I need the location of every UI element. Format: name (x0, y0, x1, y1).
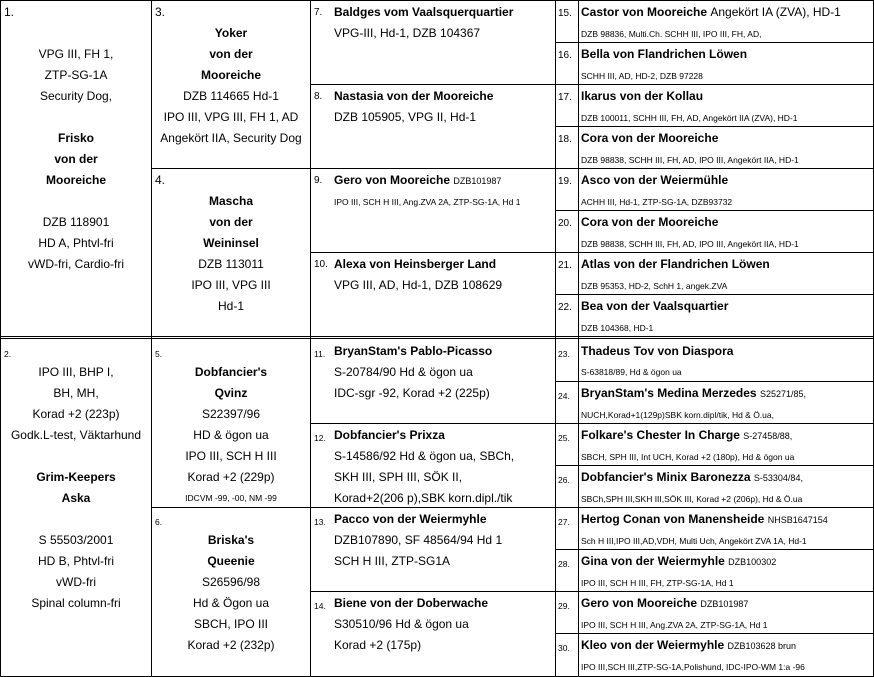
registration-number: S-53304/84, (753, 473, 803, 483)
grid-line (555, 126, 874, 127)
dog-detail: IDC-sgr -92, Korad +2 (225p) (334, 386, 490, 400)
entry-number: 11. (314, 349, 326, 359)
dog-name: Mooreiche (200, 68, 262, 82)
dog-name-text: Castor von Mooreiche (581, 5, 708, 19)
grid-line (310, 84, 555, 85)
entry-number: 5. (155, 349, 163, 359)
dog-name-text: Hertog Conan von Manensheide (581, 512, 765, 526)
dog-name (581, 470, 803, 485)
dog-detail: S-63818/89, Hd & ögon ua (581, 367, 682, 377)
title-line: Security Dog, (39, 89, 113, 103)
dog-name-text: BryanStam's Medina Merzedes (581, 386, 757, 400)
dog-detail: DZB107890, SF 48564/94 Hd 1 (334, 533, 503, 547)
dog-detail: VPG III, AD, Hd-1, DZB 108629 (334, 278, 503, 292)
dog-name (581, 386, 806, 401)
entry-number: 29. (558, 601, 570, 611)
dog-name (581, 512, 828, 527)
entry-number: 20. (558, 218, 572, 229)
entry-number: 2. (4, 349, 12, 359)
grid-line (555, 549, 874, 550)
dog-name: Bella von Flandrichen Löwen (581, 47, 748, 61)
dog-detail: DZB 118901 (42, 215, 110, 229)
section-divider (0, 338, 874, 339)
dog-name: Weininsel (203, 236, 259, 250)
entry-number: 26. (558, 475, 570, 485)
dog-detail: IPO III, VPG III, FH 1, AD (163, 110, 299, 124)
dog-detail: S26596/98 (201, 575, 261, 589)
dog-name: Biene von der Doberwache (334, 596, 489, 610)
dog-name: Alexa von Heinsberger Land (334, 257, 497, 271)
dog-detail: ACHH III, Hd-1, ZTP-SG-1A, DZB93732 (581, 197, 733, 207)
title-line: Godk.L-test, Väktarhund (10, 428, 142, 442)
dog-detail: IPO III, SCH H III (185, 449, 277, 463)
dog-detail: SBCH, IPO III (193, 617, 269, 631)
entry-number: 23. (558, 349, 570, 359)
registration-number: DZB103628 brun (727, 641, 797, 651)
dog-detail: DZB 100011, SCHH III, FH, AD, Angekört IIA (ZVA), HD-1 (581, 113, 798, 123)
entry-number: 9. (314, 175, 323, 186)
registration-number: DZB100302 (728, 557, 777, 567)
entry-number: 13. (314, 517, 326, 527)
grid-line (151, 168, 310, 169)
dog-name: Frisko (57, 131, 95, 145)
dog-detail: Hd & Ögon ua (192, 596, 270, 610)
entry-number: 30. (558, 643, 570, 653)
dog-name: Thadeus Tov von Diaspora (581, 344, 734, 358)
registration-number: S25271/85, (759, 389, 806, 399)
dog-name: Cora von der Mooreiche (581, 215, 719, 229)
grid-line (555, 381, 874, 382)
entry-number: 7. (314, 7, 323, 18)
dog-name (581, 554, 776, 569)
dog-detail: Korad+2(206 p),SBK korn.dipl./tik (334, 491, 513, 505)
dog-name: Dobfancier's Prixza (334, 428, 445, 442)
dog-detail: DZB 98836, Multi.Ch. SCHH III, IPO III, FH, AD, (581, 29, 762, 39)
dog-detail: S-20784/90 Hd & ögon ua (334, 365, 473, 379)
entry-number: 24. (558, 391, 570, 401)
dog-detail: DZB 98838, SCHH III, FH, AD, IPO III, Angekört IIA, HD-1 (581, 155, 799, 165)
grid-line (555, 42, 874, 43)
entry-number: 16. (558, 50, 572, 61)
dog-detail: vWD-fri, Cardio-fri (28, 257, 124, 271)
entry-number: 28. (558, 559, 570, 569)
dog-detail: IPO III, SCH H III, FH, ZTP-SG-1A, Hd 1 (581, 578, 734, 588)
dog-name-text: Folkare's Chester In Charge (581, 428, 740, 442)
dog-detail: DZB 114665 Hd-1 (183, 89, 279, 103)
title-line: ZTP-SG-1A (44, 68, 108, 82)
dog-detail: HD B, Phtvl-fri (37, 554, 115, 568)
dog-detail: DZB 104368, HD-1 (581, 323, 654, 333)
dog-detail: S 55503/2001 (38, 533, 114, 547)
dog-detail: SKH III, SPH III, SÖK II, (334, 470, 463, 484)
dog-detail: S-14586/92 Hd & ögon ua, SBCh, (334, 449, 515, 463)
registration-number: DZB101987 (453, 176, 502, 186)
dog-detail: IPO III, SCH H III, Ang.ZVA 2A, ZTP-SG-1A, Hd 1 (581, 620, 768, 630)
dog-detail: S30510/96 Hd & ögon ua (334, 617, 469, 631)
dog-name: Baldges vom Vaalsquerquartier (334, 5, 514, 19)
dog-detail: SBCH, SPH III, Int UCH, Korad +2 (180p), Hd & ögon ua (581, 452, 795, 462)
grid-line (310, 507, 555, 508)
dog-detail: DZB 95353, HD-2, SchH 1, angek.ZVA (581, 281, 728, 291)
dog-name (581, 428, 792, 443)
dog-name: Mascha (208, 194, 254, 208)
dog-name: Yoker (214, 26, 248, 40)
dog-detail: Hd-1 (217, 299, 245, 313)
dog-name-text: Dobfancier's Minix Baronezza (581, 470, 751, 484)
entry-number: 6. (155, 517, 163, 527)
dog-name-text: Kleo von der Weiermyhle (581, 638, 725, 652)
entry-number: 17. (558, 92, 572, 103)
grid-line (555, 294, 874, 295)
grid-line (310, 252, 555, 253)
grid-line (0, 0, 874, 1)
dog-name (581, 596, 748, 611)
title-line: VPG III, FH 1, (38, 47, 114, 61)
grid-line (151, 507, 310, 508)
grid-line (555, 465, 874, 466)
dog-detail: IPO III,SCH III,ZTP-SG-1A,Polishund, IDC-IPO-WM 1:a -96 (581, 662, 805, 672)
dog-name: Nastasia von der Mooreiche (334, 89, 494, 103)
dog-name: von der (54, 152, 98, 166)
entry-number: 10. (314, 259, 328, 270)
dog-detail: HD & ögon ua (193, 428, 269, 442)
dog-name-suffix: Angekört IA (ZVA), HD-1 (710, 5, 841, 19)
dog-name: Queenie (207, 554, 255, 568)
entry-number: 25. (558, 433, 570, 443)
dog-detail: Sch H III,IPO III,AD,VDH, Multi Uch, Angekört ZVA 1A, Hd-1 (581, 536, 807, 546)
dog-name-text: Gina von der Weiermyhle (581, 554, 725, 568)
dog-name-text: Gero von Mooreiche (581, 596, 698, 610)
entry-number: 3. (155, 5, 166, 19)
dog-detail: S22397/96 (201, 407, 261, 421)
title-line: IPO III, BHP I, (38, 365, 114, 379)
dog-detail: IPO III, SCH H III, Ang.ZVA 2A, ZTP-SG-1A, Hd 1 (334, 197, 521, 207)
entry-number: 1. (4, 5, 15, 19)
dog-name: Pacco von der Weiermyhle (334, 512, 487, 526)
entry-number: 18. (558, 134, 572, 145)
dog-name: Mooreiche (45, 173, 107, 187)
registration-number: DZB101987 (700, 599, 749, 609)
entry-number: 12. (314, 433, 326, 443)
dog-detail: SBCh,SPH III,SKH III,SÖK III, Korad +2 (206p), Hd & Ö.ua (581, 494, 803, 504)
grid-line (555, 168, 874, 169)
dog-detail: Spinal column-fri (31, 596, 121, 610)
dog-detail: DZB 105905, VPG II, Hd-1 (334, 110, 477, 124)
section-divider (0, 336, 874, 337)
title-line: Korad +2 (223p) (32, 407, 120, 421)
dog-detail: IDCVM -99, -00, NM -99 (185, 493, 277, 503)
grid-line (555, 210, 874, 211)
grid-line (555, 423, 874, 424)
grid-line (310, 591, 555, 592)
dog-name: Atlas von der Flandrichen Löwen (581, 257, 770, 271)
dog-name: Ikarus von der Kollau (581, 89, 704, 103)
dog-name: Cora von der Mooreiche (581, 131, 719, 145)
dog-name-text: Gero von Mooreiche (334, 173, 451, 187)
dog-name: Qvinz (214, 386, 248, 400)
entry-number: 27. (558, 517, 570, 527)
entry-number: 22. (558, 302, 572, 313)
dog-name: Grim-Keepers (36, 470, 116, 484)
dog-name: Asco von der Weiermühle (581, 173, 729, 187)
dog-name: von der (209, 215, 253, 229)
dog-name: Aska (61, 491, 91, 505)
dog-detail: DZB 98838, SCHH III, FH, AD, IPO III, Angekört IIA, HD-1 (581, 239, 799, 249)
entry-number: 14. (314, 601, 326, 611)
entry-number: 8. (314, 91, 323, 102)
dog-detail: Korad +2 (229p) (187, 470, 275, 484)
dog-detail: Korad +2 (232p) (187, 638, 275, 652)
dog-name (581, 638, 796, 653)
registration-number: S-27458/88, (743, 431, 793, 441)
dog-name: Dobfancier's (194, 365, 268, 379)
grid-line (555, 507, 874, 508)
dog-name: Bea von der Vaalsquartier (581, 299, 729, 313)
entry-number: 21. (558, 260, 572, 271)
dog-detail: HD A, Phtvl-fri (38, 236, 114, 250)
grid-line (555, 633, 874, 634)
dog-name: von der (209, 47, 253, 61)
dog-detail: Angekört IIA, Security Dog (160, 131, 302, 145)
dog-detail: NUCH,Korad+1(129p)SBK korn.dipl/tik, Hd & Ö.ua, (581, 410, 774, 420)
title-line: BH, MH, (53, 386, 99, 400)
dog-detail: SCHH III, AD, HD-2, DZB 97228 (581, 71, 703, 81)
dog-detail: DZB 113011 (198, 257, 264, 271)
dog-detail: vWD-fri (56, 575, 96, 589)
dog-name: Briska's (207, 533, 255, 547)
grid-line (555, 591, 874, 592)
grid-line (310, 423, 555, 424)
dog-detail: IPO III, VPG III (191, 278, 271, 292)
dog-detail: Korad +2 (175p) (334, 638, 422, 652)
grid-line (555, 84, 874, 85)
dog-name (581, 5, 841, 19)
grid-line (555, 252, 874, 253)
dog-name: BryanStam's Pablo-Picasso (334, 344, 493, 358)
dog-detail: SCH H III, ZTP-SG1A (334, 554, 451, 568)
dog-detail: VPG-III, Hd-1, DZB 104367 (334, 26, 481, 40)
entry-number: 15. (558, 8, 572, 19)
entry-number: 19. (558, 176, 572, 187)
dog-name (334, 173, 501, 188)
grid-line (310, 168, 555, 169)
registration-number: NHSB1647154 (767, 515, 828, 525)
entry-number: 4. (155, 173, 166, 187)
